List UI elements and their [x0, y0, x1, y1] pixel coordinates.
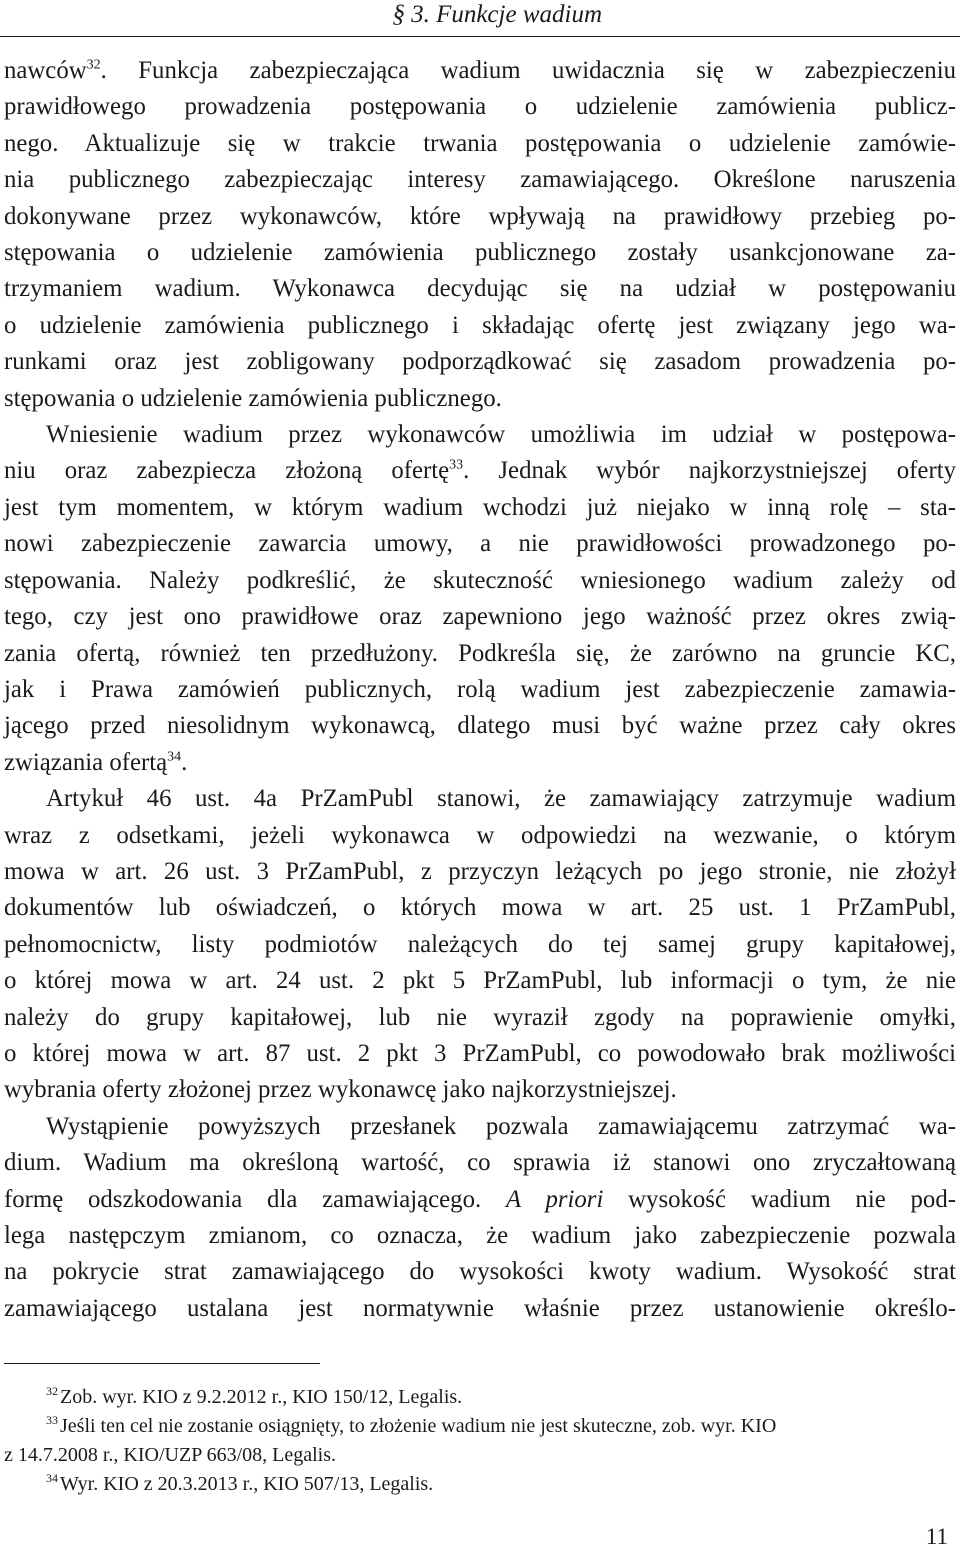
footnote-number: 34 — [46, 1471, 58, 1486]
footnote-text: Jeśli ten cel nie zostanie osiągnięty, to złożenie wadium nie jest skuteczne, zob. wyr. KIO — [60, 1415, 777, 1437]
text-line: nawców$^{32}$. Funkcja zabezpieczająca wadium uwidacznia się w zabezpieczeniu — [4, 57, 956, 84]
text-line: jak i Prawa zamówień publicznych, rolą wadium jest zabezpieczenie zamawia- — [4, 675, 956, 703]
footnote-number: 32 — [46, 1384, 58, 1399]
paragraph-1 — [4, 53, 956, 417]
text-line: Wniesienie wadium przez wykonawców umożliwia im udział w postępowa- — [46, 421, 956, 449]
text-line: stępowania o udzielenie zamówienia publicznego zostały usankcjonowane za- — [4, 239, 956, 267]
text-line: nego. Aktualizuje się w trakcie trwania postępowania o udzielenie zamówie- — [4, 129, 956, 157]
footnote-number: 33 — [46, 1413, 58, 1428]
footnote-separator — [4, 1363, 320, 1364]
text-line: Artykuł 46 ust. 4a PrZamPubl stanowi, że zamawiający zatrzymuje wadium — [46, 785, 956, 813]
text-line: wybrania oferty złożonej przez wykonawcę jako najkorzystniejszej. — [4, 1076, 677, 1104]
text-line: stępowania. Należy podkreślić, że skuteczność wniesionego wadium zależy od — [4, 566, 956, 594]
text-line: wraz z odsetkami, jeżeli wykonawca w odpowiedzi na wezwanie, o którym — [4, 821, 956, 849]
paragraph-3 — [4, 781, 956, 1109]
text-line: nia publicznego zabezpieczając interesy zamawiającego. Określone naruszenia — [4, 166, 956, 194]
italic-term: A priori — [505, 1185, 604, 1213]
text-line: runkami oraz jest zobligowany podporządkować się zasadom prowadzenia po- — [4, 348, 956, 376]
text-line: Wystąpienie powyższych przesłanek pozwala zamawiającemu zatrzymać wa- — [46, 1112, 956, 1140]
page-number: 11 — [925, 1524, 948, 1549]
paragraph-4 — [4, 1109, 956, 1327]
header-rule — [0, 36, 960, 37]
text-line: formę odszkodowania dla zamawiającego. A priori wysokość wadium nie pod- — [4, 1185, 956, 1213]
text-line: dokonywane przez wykonawców, które wpływają na prawidłowy przebieg po- — [4, 202, 956, 230]
text-line: dium. Wadium ma określoną wartość, co sprawia iż stanowi ono zryczałtowaną — [4, 1149, 956, 1177]
text-line: prawidłowego prowadzenia postępowania o udzielenie zamówienia publicz- — [4, 93, 956, 121]
text-line: zamawiającego ustalana jest normatywnie właśnie przez ustanowienie określo- — [4, 1294, 956, 1322]
text-line: mowa w art. 26 ust. 3 PrZamPubl, z przyczyn leżących po jego stronie, nie złożył — [4, 857, 956, 885]
footnote-33 — [4, 1412, 956, 1470]
text-line: jącego przed niesolidnym wykonawcą, dlatego musi być ważne przez cały okres — [4, 712, 956, 740]
text-line: na pokrycie strat zamawiającego do wysokości kwoty wadium. Wysokość strat — [4, 1258, 956, 1286]
footnote-text-continued: z 14.7.2008 r., KIO/UZP 663/08, Legalis. — [4, 1444, 337, 1466]
paragraph-2 — [4, 417, 956, 781]
text-line: nowi zabezpieczenie zawarcia umowy, a nie prawidłowości prowadzonego po- — [4, 530, 956, 558]
text-line: stępowania o udzielenie zamówienia publicznego. — [4, 384, 502, 412]
text-line: o której mowa w art. 87 ust. 2 pkt 3 PrZamPubl, co powodowało brak możliwości — [4, 1039, 956, 1067]
section-title: § 3. Funkcje wadium — [392, 1, 602, 28]
footnotes — [4, 1383, 956, 1499]
footnote-ref-33[interactable]: 33 — [449, 458, 464, 474]
footnote-ref-32[interactable]: 32 — [86, 57, 101, 73]
text-line: należy do grupy kapitałowej, lub nie wyraził zgody na poprawienie omyłki, — [4, 1003, 956, 1031]
text-line: jest tym momentem, w którym wadium wchodzi już niejako w inną rolę – sta- — [4, 493, 956, 521]
running-header — [0, 0, 960, 34]
main-text — [4, 53, 956, 1327]
footnote-32 — [4, 1383, 956, 1412]
text-line: o udzielenie zamówienia publicznego i składając ofertę jest związany jego wa- — [4, 311, 956, 339]
text-line: zania ofertą, również ten przedłużony. Podkreśla się, że zarówno na gruncie KC, — [4, 639, 956, 667]
text-line: lega następczym zmianom, co oznacza, że wadium jako zabezpieczenie pozwala — [4, 1222, 956, 1249]
text-line: o której mowa w art. 24 ust. 2 pkt 5 PrZamPubl, lub informacji o tym, że nie — [4, 967, 956, 995]
text-line: tego, czy jest ono prawidłowe oraz zapewniono jego ważność przez okres zwią- — [4, 603, 956, 631]
footnote-text: Wyr. KIO z 20.3.2013 r., KIO 507/13, Legalis. — [60, 1473, 434, 1495]
footnote-text: Zob. wyr. KIO z 9.2.2012 r., KIO 150/12, Legalis. — [60, 1386, 463, 1408]
text-line: trzymaniem wadium. Wykonawca decydując się na udział w postępowaniu — [4, 275, 956, 303]
text-line: dokumentów lub oświadczeń, o których mowa w art. 25 ust. 1 PrZamPubl, — [4, 894, 956, 922]
text-line: pełnomocnictw, listy podmiotów należących do tej samej grupy kapitałowej, — [4, 930, 956, 958]
footnote-ref-34[interactable]: 34 — [167, 749, 182, 765]
text-line: niu oraz zabezpiecza złożoną ofertę$^{33}$. Jednak wybór najkorzystniejszej oferty — [4, 457, 956, 485]
footnote-34 — [4, 1470, 956, 1499]
text-line: związania ofertą$^{34}$. — [4, 748, 188, 776]
